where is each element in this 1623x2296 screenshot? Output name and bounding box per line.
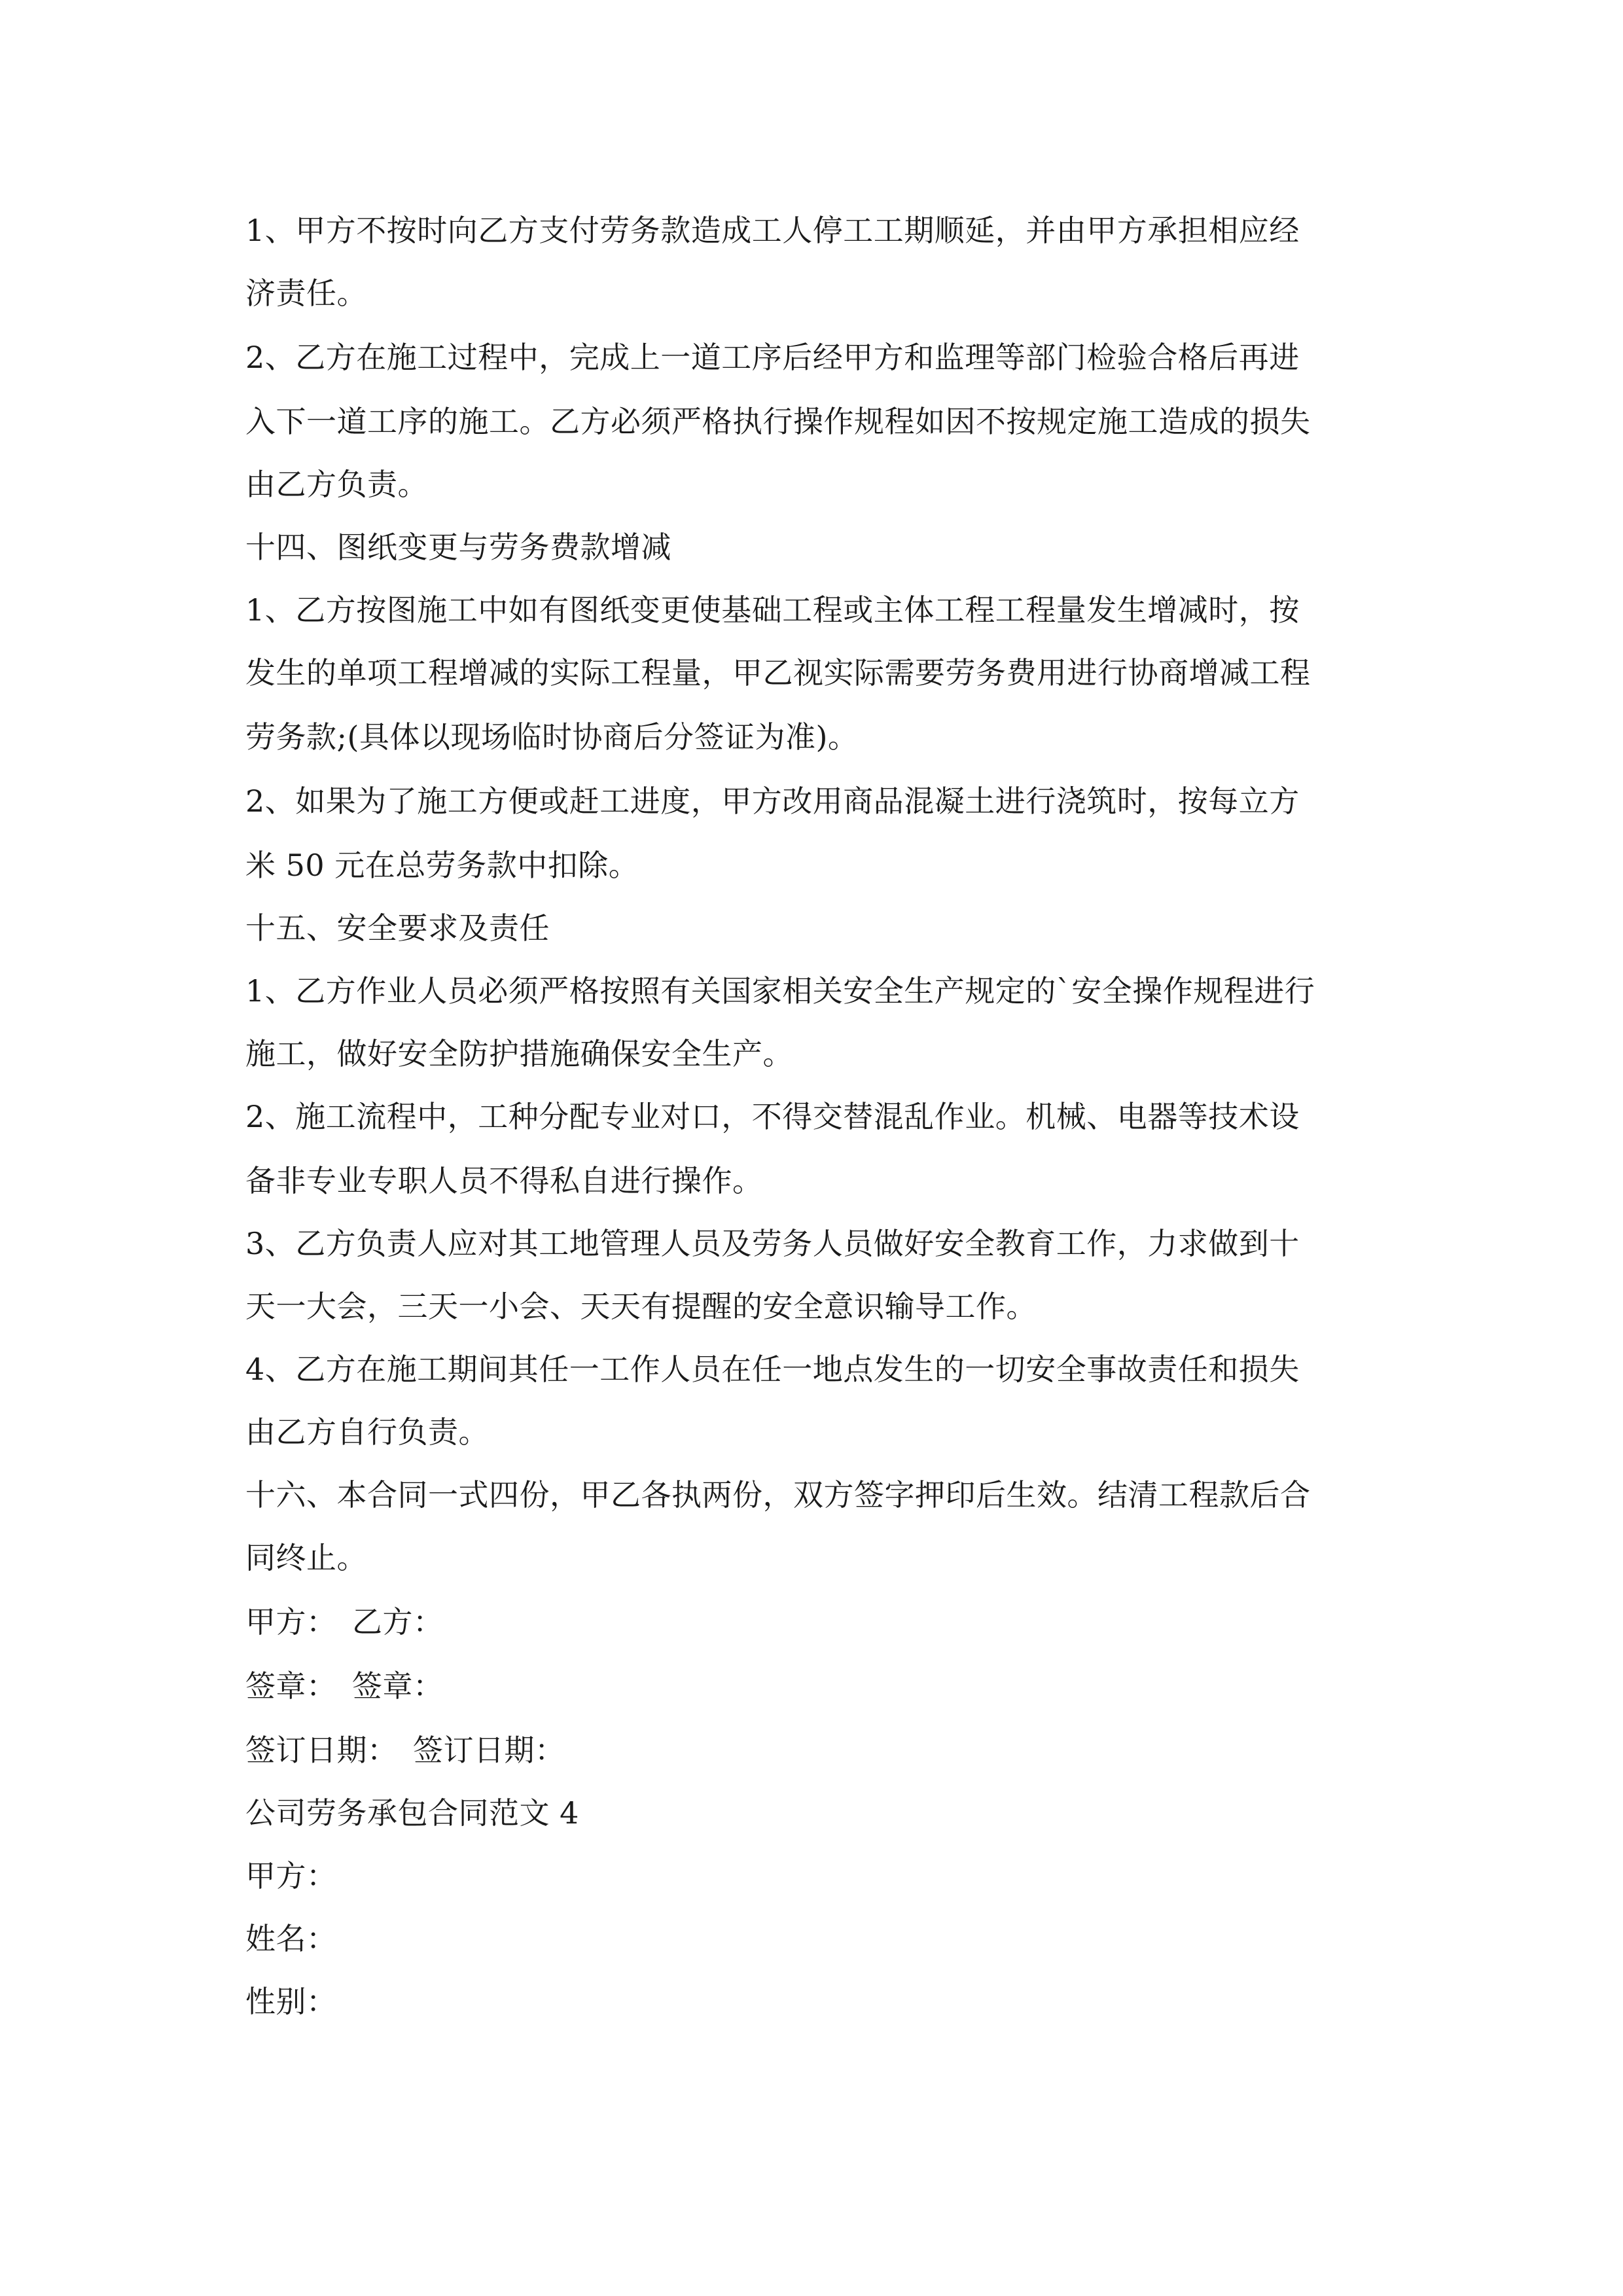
clause-line: 入下一道工序的施工。乙方必须严格执行操作规程如因不按规定施工造成的损失 [245,404,1311,439]
clause-line: 发生的单项工程增减的实际工程量，甲乙视实际需要劳务费用进行协商增减工程 [245,655,1311,691]
sign-date-line: 签订日期： 签订日期： [245,1732,565,1768]
clause-line: 同终止。 [245,1540,367,1575]
clause-line: 1、乙方作业人员必须严格按照有关国家相关安全生产规定的`安全操作规程进行 [245,973,1315,1009]
clause-line: 4、乙方在施工期间其任一工作人员在任一地点发生的一切安全事故责任和损失 [245,1352,1300,1387]
clause-line: 备非专业专职人员不得私自进行操作。 [245,1163,763,1198]
clause-line: 3、乙方负责人应对其工地管理人员及劳务人员做好安全教育工作，力求做到十 [245,1226,1300,1261]
document-subtitle: 公司劳务承包合同范文 4 [245,1795,579,1831]
clause-line: 1、甲方不按时向乙方支付劳务款造成工人停工工期顺延，并由甲方承担相应经 [245,213,1300,248]
section-heading: 十四、图纸变更与劳务费款增减 [245,529,671,565]
clause-line: 施工，做好安全防护措施确保安全生产。 [245,1036,793,1071]
clause-line: 天一大会，三天一小会、天天有提醒的安全意识输导工作。 [245,1289,1037,1324]
clause-line: 十六、本合同一式四份，甲乙各执两份，双方签字押印后生效。结清工程款后合 [245,1477,1311,1513]
name-line: 姓名： [245,1921,337,1956]
clause-line: 米 50 元在总劳务款中扣除。 [245,848,639,883]
clause-line: 由乙方自行负责。 [245,1414,489,1450]
gender-line: 性别： [245,1984,337,2019]
signature-line: 签章： 签章： [245,1668,444,1704]
clause-line: 劳务款;(具体以现场临时协商后分签证为准)。 [245,719,859,755]
clause-line: 2、如果为了施工方便或赶工进度，甲方改用商品混凝土进行浇筑时，按每立方 [245,783,1300,819]
party-line: 甲方： 乙方： [245,1604,444,1640]
clause-line: 由乙方负责。 [245,467,428,502]
clause-line: 济责任。 [245,276,367,311]
section-heading: 十五、安全要求及责任 [245,910,550,946]
clause-line: 1、乙方按图施工中如有图纸变更使基础工程或主体工程工程量发生增减时，按 [245,592,1300,628]
clause-line: 2、乙方在施工过程中，完成上一道工序后经甲方和监理等部门检验合格后再进 [245,340,1300,375]
party-a-line: 甲方： [245,1858,337,1893]
clause-line: 2、施工流程中，工种分配专业对口，不得交替混乱作业。机械、电器等技术设 [245,1099,1300,1134]
